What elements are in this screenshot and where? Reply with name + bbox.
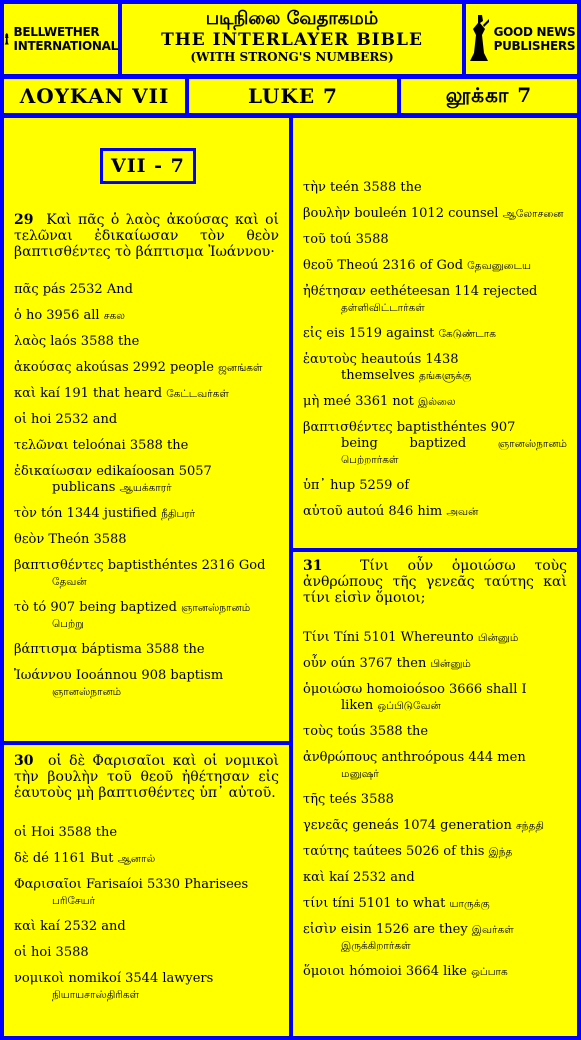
word-entry-line: καὶ kaí 191 that heard கேட்டவர்கள் [14,386,229,401]
book-name-tamil [401,79,577,113]
title-subtitle: (WITH STRONG'S NUMBERS) [190,50,394,64]
word-list [303,180,567,520]
word-entry-line: εἰς eis 1519 against கேடுண்டாக [303,326,496,341]
word-entry-line: ὁμοιώσω homoioósoo 3666 shall I [303,682,527,697]
verse-greek: Τίνι οὖν ὁμοιώσω τοὺς ἀνθρώπους τῆς γενεᾶς ταύτης καὶ τίνι εἰσὶν ὅμοιοι; [303,558,567,606]
book-greek-text: ΛΟΥΚΑΝ VII [19,84,170,108]
word-entry [14,334,279,350]
word-entry-continuation: being baptized ஞானஸ்நானம் பெற்றார்கள் [341,436,567,466]
word-entry [303,478,567,494]
word-entry-line: μὴ meé 3361 not இல்லை [303,394,456,409]
title-tamil: படிநிலை வேதாகமம் [205,8,379,29]
word-entry-line: θεοῦ Theoú 2316 of God தேவனுடைய [303,258,531,273]
word-entry [14,600,279,632]
word-entry [303,682,567,714]
word-entry-continuation: இருக்கிறார்கள் [341,940,411,952]
word-entry [303,206,567,222]
word-entry [14,851,279,867]
word-entry-line: οἱ hoi 3588 [14,945,89,960]
word-entry [303,630,567,646]
word-entry-line: τὴν teén 3588 the [303,180,422,195]
word-entry [14,308,279,324]
word-entry-line: ὑπ᾽ hup 5259 of [303,478,410,493]
word-entry [14,360,279,376]
chapter-label: VII - 7 [100,148,196,184]
word-entry-line: ἑαυτοὺς heautoús 1438 [303,352,459,367]
word-entry-line: θεὸν Theón 3588 [14,532,127,547]
word-entry [303,232,567,248]
word-entry-continuation: நியாயசாஸ்திரிகள் [52,989,140,1001]
verse-29-text [14,212,279,260]
word-entry-continuation: publicans ஆயக்காரர் [52,480,172,495]
word-entry-line: τὸν tón 1344 justified நீதிபரர் [14,506,196,521]
word-entry [14,877,279,909]
word-entry [14,825,279,841]
title-block [122,4,462,74]
logo-left-line1: BELLWETHER [13,25,100,39]
word-entry [14,919,279,935]
word-entry [303,818,567,834]
word-entry-continuation: liken ஒப்பிடுவேன் [341,698,441,713]
word-entry [303,326,567,342]
word-entry-continuation: themselves தங்களுக்கு [341,368,472,383]
word-entry [303,180,567,196]
verse-greek: οἱ δὲ Φαρισαῖοι καὶ οἱ νομικοὶ τὴν βουλὴν τοῦ θεοῦ ἠθέτησαν εἰς ἑαυτοὺς μὴ βαπτισθέντες ὑπ᾽ αὐτοῦ. [14,753,279,801]
word-entry [14,282,279,298]
verse-30-text [14,753,279,801]
word-entry [303,284,567,316]
word-entry-continuation: தேவன் [52,576,87,588]
word-entry-line: Ἰωάννου Iooánnou 908 baptism [14,668,224,683]
word-entry [303,656,567,672]
word-entry-line: ἐδικαίωσαν edikaíoosan 5057 [14,464,212,479]
word-entry [303,870,567,886]
book-name-english [189,79,397,113]
word-entry [303,750,567,782]
word-entry [303,394,567,410]
word-entry-line: βάπτισμα báptisma 3588 the [14,642,205,657]
word-entry [14,945,279,961]
word-entry-line: ταύτης taútees 5026 of this இந்த [303,844,513,859]
word-entry-continuation: மனுஷர் [341,768,379,780]
word-entry-line: καὶ kaí 2532 and [303,870,415,885]
word-entry [303,792,567,808]
word-entry [303,504,567,520]
verse-number: 30 [14,753,34,769]
word-entry-continuation: தள்ளிவிட்டார்கள் [341,302,425,314]
word-entry [303,352,567,384]
word-entry-continuation: ஞானஸ்நானம் [52,686,122,698]
logo-left-line2: INTERNATIONAL [13,39,118,53]
verse-number: 29 [14,212,34,228]
good-news-logo [466,4,577,74]
verse-number: 31 [303,558,323,574]
verse-30-panel [4,745,289,1036]
word-entry [14,642,279,658]
word-entry-line: λαὸς laós 3588 the [14,334,140,349]
word-entry [14,464,279,496]
word-entry-line: τῆς teés 3588 [303,792,394,807]
word-entry [14,412,279,428]
word-entry-line: ἠθέτησαν eethéteesan 114 rejected [303,284,538,299]
word-entry [14,558,279,590]
word-entry-line: τελῶναι teloónai 3588 the [14,438,189,453]
book-english-text: LUKE 7 [248,84,338,108]
herald-figure-icon [468,13,490,65]
word-entry-line: τοὺς toús 3588 the [303,724,429,739]
word-entry-line: πᾶς pás 2532 And [14,282,133,297]
word-entry [303,922,567,954]
book-tamil-text: லூக்கா 7 [445,82,533,107]
word-entry [303,896,567,912]
ram-figure-icon [4,13,10,65]
word-list [14,825,279,1003]
word-entry-line: ὅμοιοι hómoioi 3664 like ஒப்பாக [303,964,508,979]
word-entry [14,386,279,402]
verse-31-text [303,558,567,606]
word-entry-line: αὐτοῦ autoú 846 him அவன் [303,504,479,519]
logo-right-line2: PUBLISHERS [493,39,576,53]
word-entry-line: γενεᾶς geneás 1074 generation சந்ததி [303,818,544,833]
word-entry [14,506,279,522]
word-entry-line: βαπτισθέντες baptisthéntes 907 [303,420,516,435]
word-entry-line: ἀνθρώπους anthroópous 444 men [303,750,526,765]
word-entry [14,532,279,548]
word-entry [14,438,279,454]
word-entry-line: οὖν oún 3767 then பின்னும் [303,656,471,671]
word-entry [303,844,567,860]
word-entry-line: δὲ dé 1161 But ஆனால் [14,851,156,866]
bellwether-logo [4,4,118,74]
book-name-greek [4,79,185,113]
title-english: THE INTERLAYER BIBLE [161,30,423,50]
word-entry [303,964,567,980]
verse-29-cont-panel [293,118,577,548]
word-entry-line: καὶ kaí 2532 and [14,919,126,934]
logo-right-line1: GOOD NEWS [493,25,576,39]
verse-greek: Καὶ πᾶς ὁ λαὸς ἀκούσας καὶ οἱ τελῶναι ἐδικαίωσαν τὸν θεὸν βαπτισθέντες τὸ βάπτισμα Ἰωάννου· [14,212,279,260]
word-entry [14,668,279,700]
word-entry-line: οἱ Hoi 3588 the [14,825,118,840]
word-entry-line: Τίνι Tíni 5101 Whereunto பின்னும் [303,630,519,645]
word-list [14,282,279,700]
word-entry-line: βαπτισθέντες baptisthéntes 2316 God [14,558,266,573]
word-entry-line: εἰσὶν eisin 1526 are they இவர்கள் [303,922,514,937]
word-entry [303,724,567,740]
word-entry-line: τίνι tíni 5101 to what யாருக்கு [303,896,490,911]
word-list [303,630,567,980]
word-entry-line: νομικοὶ nomikoí 3544 lawyers [14,971,214,986]
word-entry-line: οἱ hoi 2532 and [14,412,118,427]
word-entry-continuation: பரிசேயர் [52,895,96,907]
verse-29-panel [4,118,289,741]
word-entry [303,258,567,274]
word-entry-line: βουλὴν bouleén 1012 counsel ஆலோசனை [303,206,564,221]
word-entry-line: ἀκούσας akoúsas 2992 people ஜனங்கள் [14,360,263,375]
word-entry-line: Φαρισαῖοι Farisaíoi 5330 Pharisees [14,877,249,892]
word-entry-line: τοῦ toú 3588 [303,232,389,247]
word-entry-line: ὁ ho 3956 all சகல [14,308,125,323]
word-entry-continuation: பெற்று [52,618,84,630]
word-entry [303,420,567,468]
word-entry-line: τὸ tó 907 being baptized ஞானஸ்நானம் [14,600,251,615]
verse-31-panel [293,552,577,1036]
word-entry [14,971,279,1003]
